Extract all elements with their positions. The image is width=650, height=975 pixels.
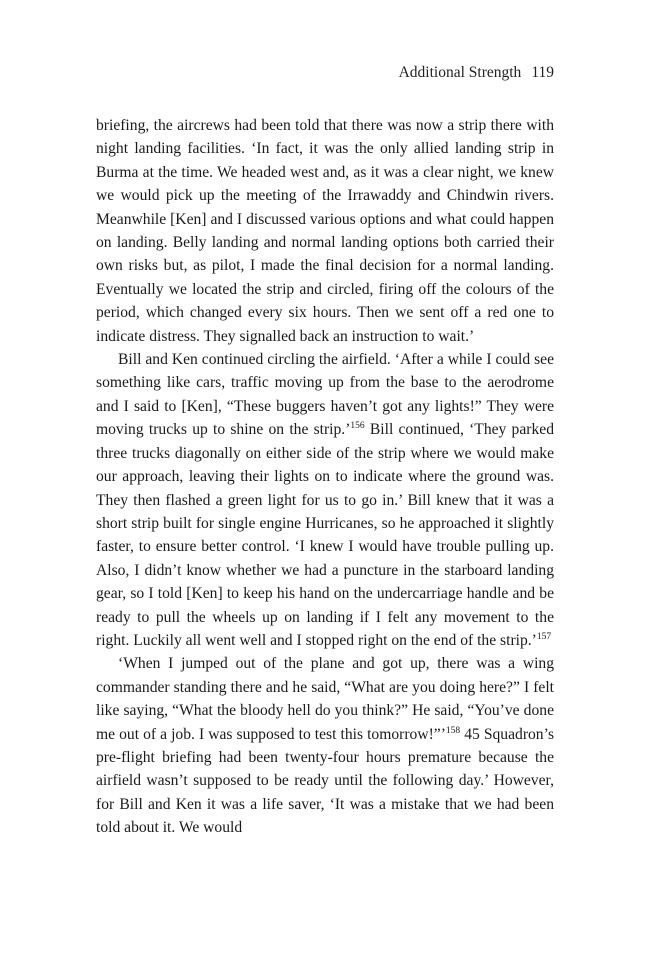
text-run: Bill and Ken continued circling the airfield. ‘After a while I could see something like cars, traffic moving up from the base to the aerodrome and I said to [Ken], “These buggers haven’t got any lights!” They were moving trucks up to shine on the strip.’ [96, 351, 554, 439]
text-run: briefing, the aircrews had been told that there was now a strip there with night landing facilities. ‘In fact, it was the only allied landing strip in Burma at the time. We headed west and, as it was a clear night, we knew we would pick up the meeting of the Irrawaddy and Chindwin rivers. Meanwhile [Ken] and I discussed various options and what could happen on landing. Belly landing and normal landing options both carried their own risks but, as pilot, I made the final decision for a normal landing. Eventually we located the strip and circled, firing off the colours of the period, which changed every six hours. Then we sent off a red one to indicate distress. They signalled back an instruction to wait.’ [96, 117, 554, 345]
footnote-ref: 156 [350, 421, 365, 432]
text-run: 45 Squadron’s pre-flight briefing had been twenty-four hours premature because the airfield wasn’t supposed to be ready until the following day.’ However, for Bill and Ken it was a life saver, ‘It was a mistake that we had been told about it. We would [96, 725, 555, 837]
body-text [96, 114, 554, 840]
running-header [399, 64, 554, 82]
text-run: ‘When I jumped out of the plane and got up, there was a wing commander standing there and he said, “What are you doing here?” I felt like saying, “What the bloody hell do you think?” He said, “You’ve done me out of a job. I was supposed to test this tomorrow!”’ [96, 655, 554, 743]
paragraph [96, 652, 554, 839]
footnote-ref: 157 [536, 631, 552, 642]
paragraph [96, 114, 554, 348]
paragraph [96, 348, 554, 652]
running-title: Additional Strength [398, 64, 522, 81]
text-run: Bill continued, ‘They parked three trucks diagonally on either side of the strip where we would make our approach, leaving their lights on to indicate where the ground was. They then flashed a green light for us to go in.’ Bill knew that it was a short strip built for single engine Hurricanes, so he approached it slightly faster, to ensure better control. ‘I knew I would have trouble pulling up. Also, I didn’t know whether we had a puncture in the starboard landing gear, so I told [Ken] to keep his hand on the undercarriage handle and be ready to pull the wheels up on landing if I felt any movement to the right. Luckily all went well and I stopped right on the end of the strip.’ [96, 421, 554, 649]
page-number: 119 [531, 64, 554, 81]
footnote-ref: 158 [445, 725, 461, 736]
